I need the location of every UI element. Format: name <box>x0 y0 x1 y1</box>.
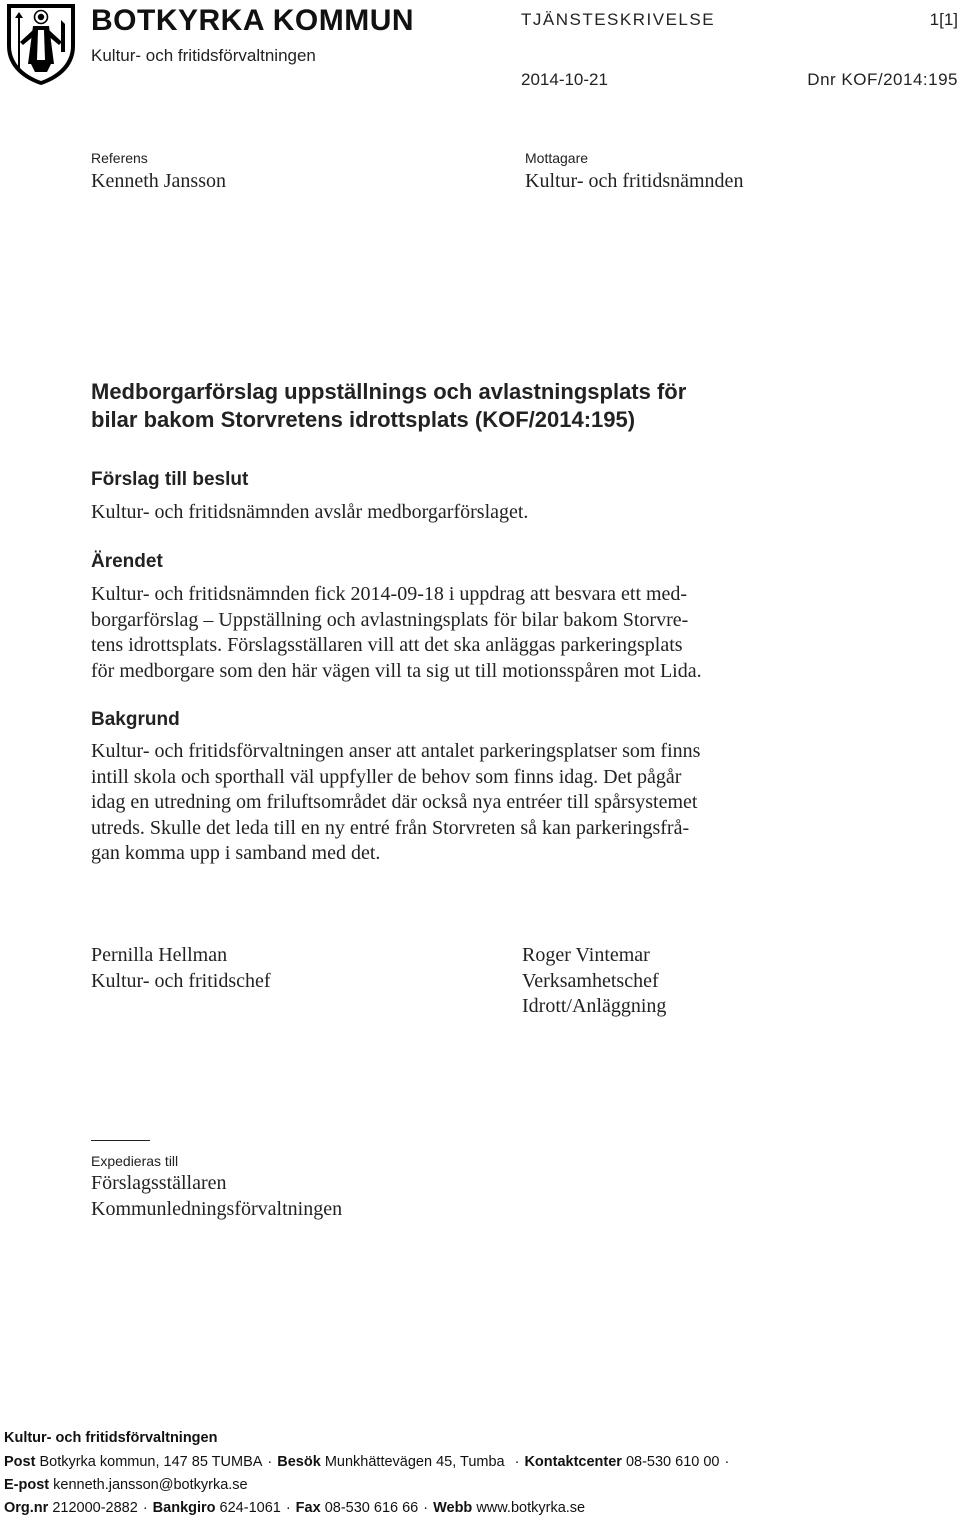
orgnr-value: 212000-2882 <box>52 1500 138 1516</box>
municipal-coat-of-arms-icon <box>5 2 77 86</box>
expedieras-recipients <box>91 1171 342 1222</box>
referens-label: Referens <box>91 150 148 166</box>
paragraph-line: gan komma upp i samband med det. <box>91 842 381 864</box>
separator: · <box>285 1500 291 1516</box>
kontakt-value: 08-530 610 00 <box>625 1454 720 1470</box>
footer-line-1 <box>4 1454 734 1470</box>
arendet-text <box>91 582 851 684</box>
webb-value[interactable]: www.botkyrka.se <box>476 1500 586 1516</box>
expedieras-label: Expedieras till <box>91 1153 179 1169</box>
recipient: Förslagsställaren <box>91 1172 227 1194</box>
post-value: Botkyrka kommun, 147 85 TUMBA <box>39 1454 263 1470</box>
document-title <box>91 378 911 434</box>
document-dnr: Dnr KOF/2014:195 <box>807 70 958 89</box>
forslag-heading: Förslag till beslut <box>91 469 249 490</box>
separator: · <box>724 1454 730 1470</box>
footer-line-3 <box>4 1500 585 1516</box>
paragraph-line: Kultur- och fritidsförvaltningen anser att antalet parkeringsplatser som finns <box>91 740 701 762</box>
signatory-title: Kultur- och fritidschef <box>91 969 271 992</box>
recipient: Kommunledningsförvaltningen <box>91 1197 343 1220</box>
webb-label: Webb <box>433 1500 473 1516</box>
bankgiro-label: Bankgiro <box>152 1500 216 1516</box>
paragraph-line: borgarförslag – Uppställning och avlastningsplats för bilar bakom Storvre- <box>91 608 689 631</box>
title-line: bilar bakom Storvretens idrottsplats (KOF/2014:195) <box>91 407 636 432</box>
besok-value: Munkhättevägen 45, Tumba <box>324 1454 505 1470</box>
fax-value: 08-530 616 66 <box>324 1500 419 1516</box>
paragraph-line: idag en utredning om friluftsområdet där också nya entréer till spårsystemet <box>91 791 698 813</box>
footer-department <box>4 1430 217 1446</box>
title-line: Medborgarförslag uppställnings och avlastningsplats för <box>91 379 687 404</box>
footer-department-name: Kultur- och fritidsförvaltningen <box>4 1430 218 1446</box>
signatory-name: Pernilla Hellman <box>91 944 228 966</box>
epost-label: E-post <box>4 1477 50 1493</box>
orgnr-label: Org.nr <box>4 1500 49 1516</box>
paragraph-line: tens idrottsplats. Förslagsställaren vill att det ska anläggas parkeringsplats <box>91 634 683 656</box>
document-date: 2014-10-21 <box>521 70 608 89</box>
signature-left <box>91 943 271 994</box>
separator: · <box>267 1454 273 1470</box>
paragraph-line: Kultur- och fritidsnämnden fick 2014-09-18 i uppdrag att besvara ett med- <box>91 583 688 605</box>
document-type: TJÄNSTESKRIVELSE <box>521 10 716 29</box>
bankgiro-value: 624-1061 <box>219 1500 281 1516</box>
signatory-unit: Idrott/Anläggning <box>522 995 667 1017</box>
post-label: Post <box>4 1454 36 1470</box>
paragraph-line: intill skola och sporthall väl uppfyller de behov som finns idag. Det pågår <box>91 765 682 788</box>
separator: · <box>423 1500 429 1516</box>
bakgrund-text <box>91 739 851 867</box>
paragraph-line: utreds. Skulle det leda till en ny entré från Storvreten så kan parkeringsfrå- <box>91 816 690 839</box>
fax-label: Fax <box>295 1500 321 1516</box>
divider <box>91 1140 150 1141</box>
arendet-heading: Ärendet <box>91 551 163 572</box>
bakgrund-heading: Bakgrund <box>91 709 180 730</box>
paragraph-line: Kultur- och fritidsnämnden avslår medborgarförslaget. <box>91 501 529 523</box>
signatory-title: Verksamhetschef <box>522 969 659 992</box>
department-name: Kultur- och fritidsförvaltningen <box>91 46 316 65</box>
separator: · <box>142 1500 148 1516</box>
mottagare-value: Kultur- och fritidsnämnden <box>525 170 744 192</box>
footer-line-2 <box>4 1477 248 1493</box>
forslag-text <box>91 500 851 526</box>
separator: · <box>514 1454 520 1470</box>
mottagare-label: Mottagare <box>525 150 589 166</box>
kontakt-label: Kontaktcenter <box>524 1454 622 1470</box>
besok-label: Besök <box>277 1454 321 1470</box>
page-number: 1[1] <box>929 10 958 29</box>
signature-right <box>522 943 666 1020</box>
epost-value[interactable]: kenneth.jansson@botkyrka.se <box>53 1477 248 1493</box>
referens-value: Kenneth Jansson <box>91 170 226 192</box>
organization-name: BOTKYRKA KOMMUN <box>91 4 415 37</box>
paragraph-line: för medborgare som den här vägen vill ta sig ut till motionsspåren mot Lida. <box>91 659 702 682</box>
signatory-name: Roger Vintemar <box>522 944 650 966</box>
